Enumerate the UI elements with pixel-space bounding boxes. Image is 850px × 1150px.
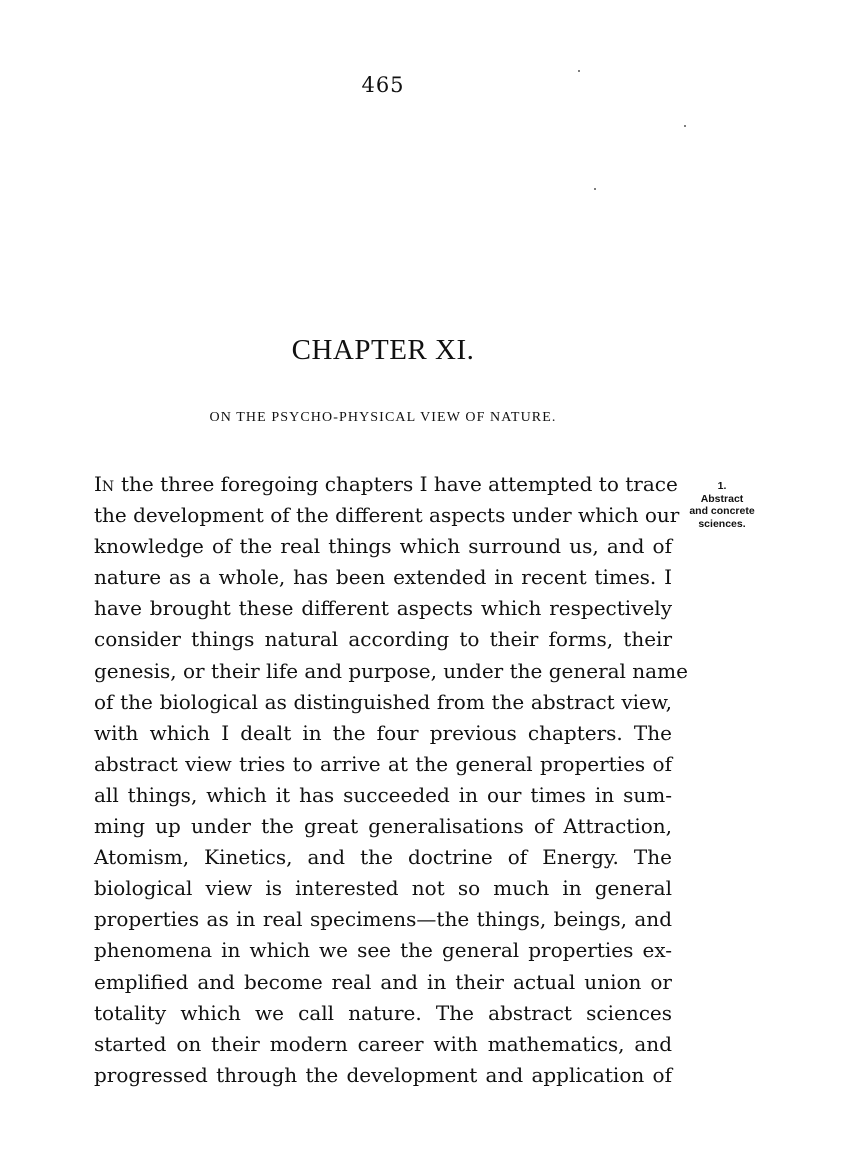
- text-line: nature as a whole, has been extended in recent times. I: [94, 565, 672, 590]
- print-speck: [594, 188, 596, 190]
- text-line: consider things natural according to their forms, their: [94, 627, 672, 652]
- chapter-subtitle: ON THE PSYCHO-PHYSICAL VIEW OF NATURE.: [209, 410, 557, 425]
- text-line-last: progressed through the development and application of: [94, 1062, 672, 1087]
- text-line: all things, which it has succeeded in our times in sum-: [94, 782, 672, 807]
- text-line: with which I dealt in the four previous chapters. The: [94, 720, 672, 745]
- margin-note-line: and concrete: [689, 505, 755, 517]
- text-line: totality which we call nature. The abstract sciences: [94, 1000, 672, 1025]
- text-line: emplified and become real and in their actual union or: [94, 969, 672, 994]
- print-speck: [684, 125, 686, 127]
- text-line: have brought these different aspects which respectively: [94, 596, 672, 621]
- margin-note-number: 1.: [717, 480, 727, 492]
- text-line: started on their modern career with mathematics, and: [94, 1031, 672, 1056]
- margin-note-line: Abstract: [700, 492, 744, 505]
- margin-note-line: sciences.: [698, 517, 746, 530]
- first-line-text: the three foregoing chapters I have attempted to trace: [114, 472, 678, 496]
- text-line: Atomism, Kinetics, and the doctrine of Energy. The: [94, 845, 672, 870]
- text-line: knowledge of the real things which surround us, and of: [94, 534, 672, 559]
- text-line: ming up under the great generalisations of Attraction,: [94, 814, 672, 839]
- text-line: biological view is interested not so much in general: [94, 876, 672, 901]
- text-line: of the biological as distinguished from the abstract view,: [94, 689, 672, 714]
- text-line: the development of the different aspects under which our: [94, 503, 680, 528]
- drop-initial: I: [94, 472, 102, 496]
- text-line-first: [94, 469, 678, 500]
- print-speck: [578, 70, 580, 72]
- margin-note: [672, 480, 772, 530]
- chapter-title: CHAPTER XI.: [291, 334, 475, 366]
- body-text: [94, 469, 688, 1091]
- text-line: genesis, or their life and purpose, under the general name: [94, 658, 688, 683]
- text-line: abstract view tries to arrive at the general properties of: [94, 751, 672, 776]
- text-line: properties as in real specimens—the things, beings, and: [94, 907, 672, 932]
- page-number: 465: [361, 73, 405, 97]
- text-line: phenomena in which we see the general properties ex-: [94, 938, 672, 963]
- initial-small-caps: N: [101, 479, 115, 495]
